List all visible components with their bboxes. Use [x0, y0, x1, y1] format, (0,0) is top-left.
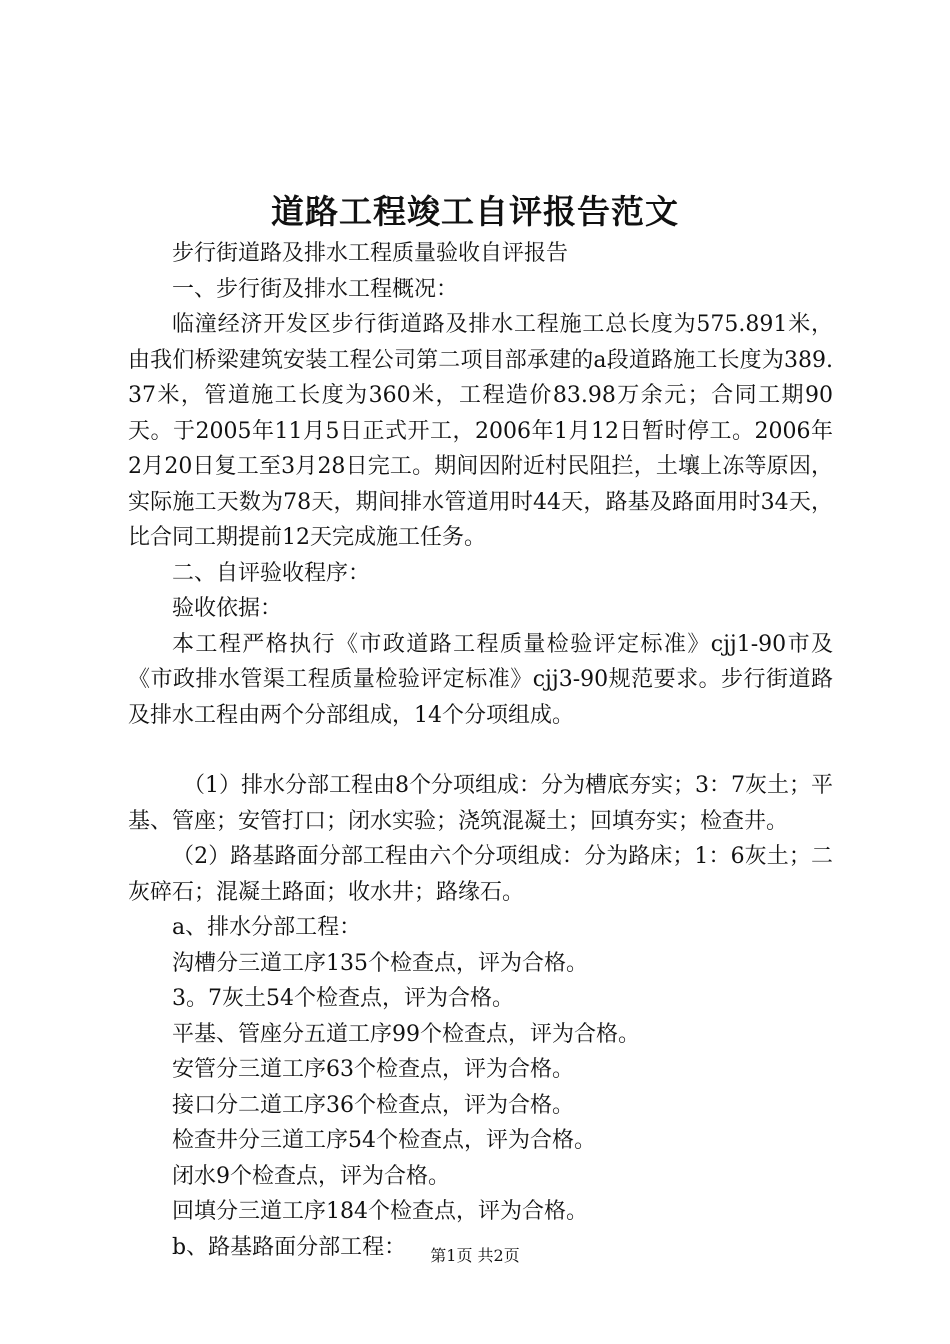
paragraph-basis: 本工程严格执行《市政道路工程质量检验评定标准》cjj1-90市及《市政排水管渠工程质量检验评定标准》cjj3-90规范要求。步行街道路及排水工程由两个分部组成，14个分项组成。 [128, 631, 833, 728]
page-footer: 第1页 共2页 [430, 1246, 520, 1265]
paragraph-overview: 临潼经济开发区步行街道路及排水工程施工总长度为575.891米，由我们桥梁建筑安装工程公司第二项目部承建的a段道路施工长度为389.37米，管道施工长度为360米，工程造价83.98万余元；合同工期90天。于2005年11月5日正式开工，2006年1月12日暂时停工。2006年2月20日复工至3月28日完工。期间因附近村民阻拦，土壤上冻等原因，实际施工天数为78天，期间排水管道用时44天，路基及路面用时34天，比合同工期提前12天完成施工任务。 [128, 312, 833, 550]
paragraph-lime-soil: 3。7灰土54个检查点，评为合格。 [172, 986, 514, 1011]
paragraph-trench: 沟槽分三道工序135个检查点，评为合格。 [172, 950, 588, 976]
paragraph-manhole: 检查井分三道工序54个检查点，评为合格。 [172, 1128, 596, 1153]
paragraph-drainage-heading: a、排水分部工程： [172, 915, 362, 940]
paragraph-joint: 接口分二道工序36个检查点，评为合格。 [172, 1092, 574, 1118]
paragraph-drainage-items: （1）排水分部工程由8个分项组成：分为槽底夯实；3：7灰土；平基、管座；安管打口；闭水实验；浇筑混凝土；回填夯实；检查井。 [128, 773, 833, 834]
document-title: 道路工程竣工自评报告范文 [271, 192, 679, 231]
paragraph-water-test: 闭水9个检查点，评为合格。 [172, 1163, 450, 1189]
document-body [128, 236, 833, 1265]
paragraph-section-1-heading: 一、步行街及排水工程概况： [172, 276, 459, 302]
paragraph-pipe-install: 安管分三道工序63个检查点，评为合格。 [172, 1057, 574, 1082]
paragraph-basis-heading: 验收依据： [172, 596, 283, 621]
paragraph-subtitle: 步行街道路及排水工程质量验收自评报告 [172, 241, 569, 266]
paragraph-backfill: 回填分三道工序184个检查点，评为合格。 [172, 1199, 588, 1224]
paragraph-road-heading: b、路基路面分部工程： [172, 1234, 407, 1260]
paragraph-base: 平基、管座分五道工序99个检查点，评为合格。 [172, 1021, 640, 1047]
paragraph-road-items: （2）路基路面分部工程由六个分项组成：分为路床；1：6灰土；二灰碎石；混凝土路面；收水井；路缘石。 [128, 844, 833, 905]
paragraph-section-2-heading: 二、自评验收程序： [172, 560, 371, 586]
